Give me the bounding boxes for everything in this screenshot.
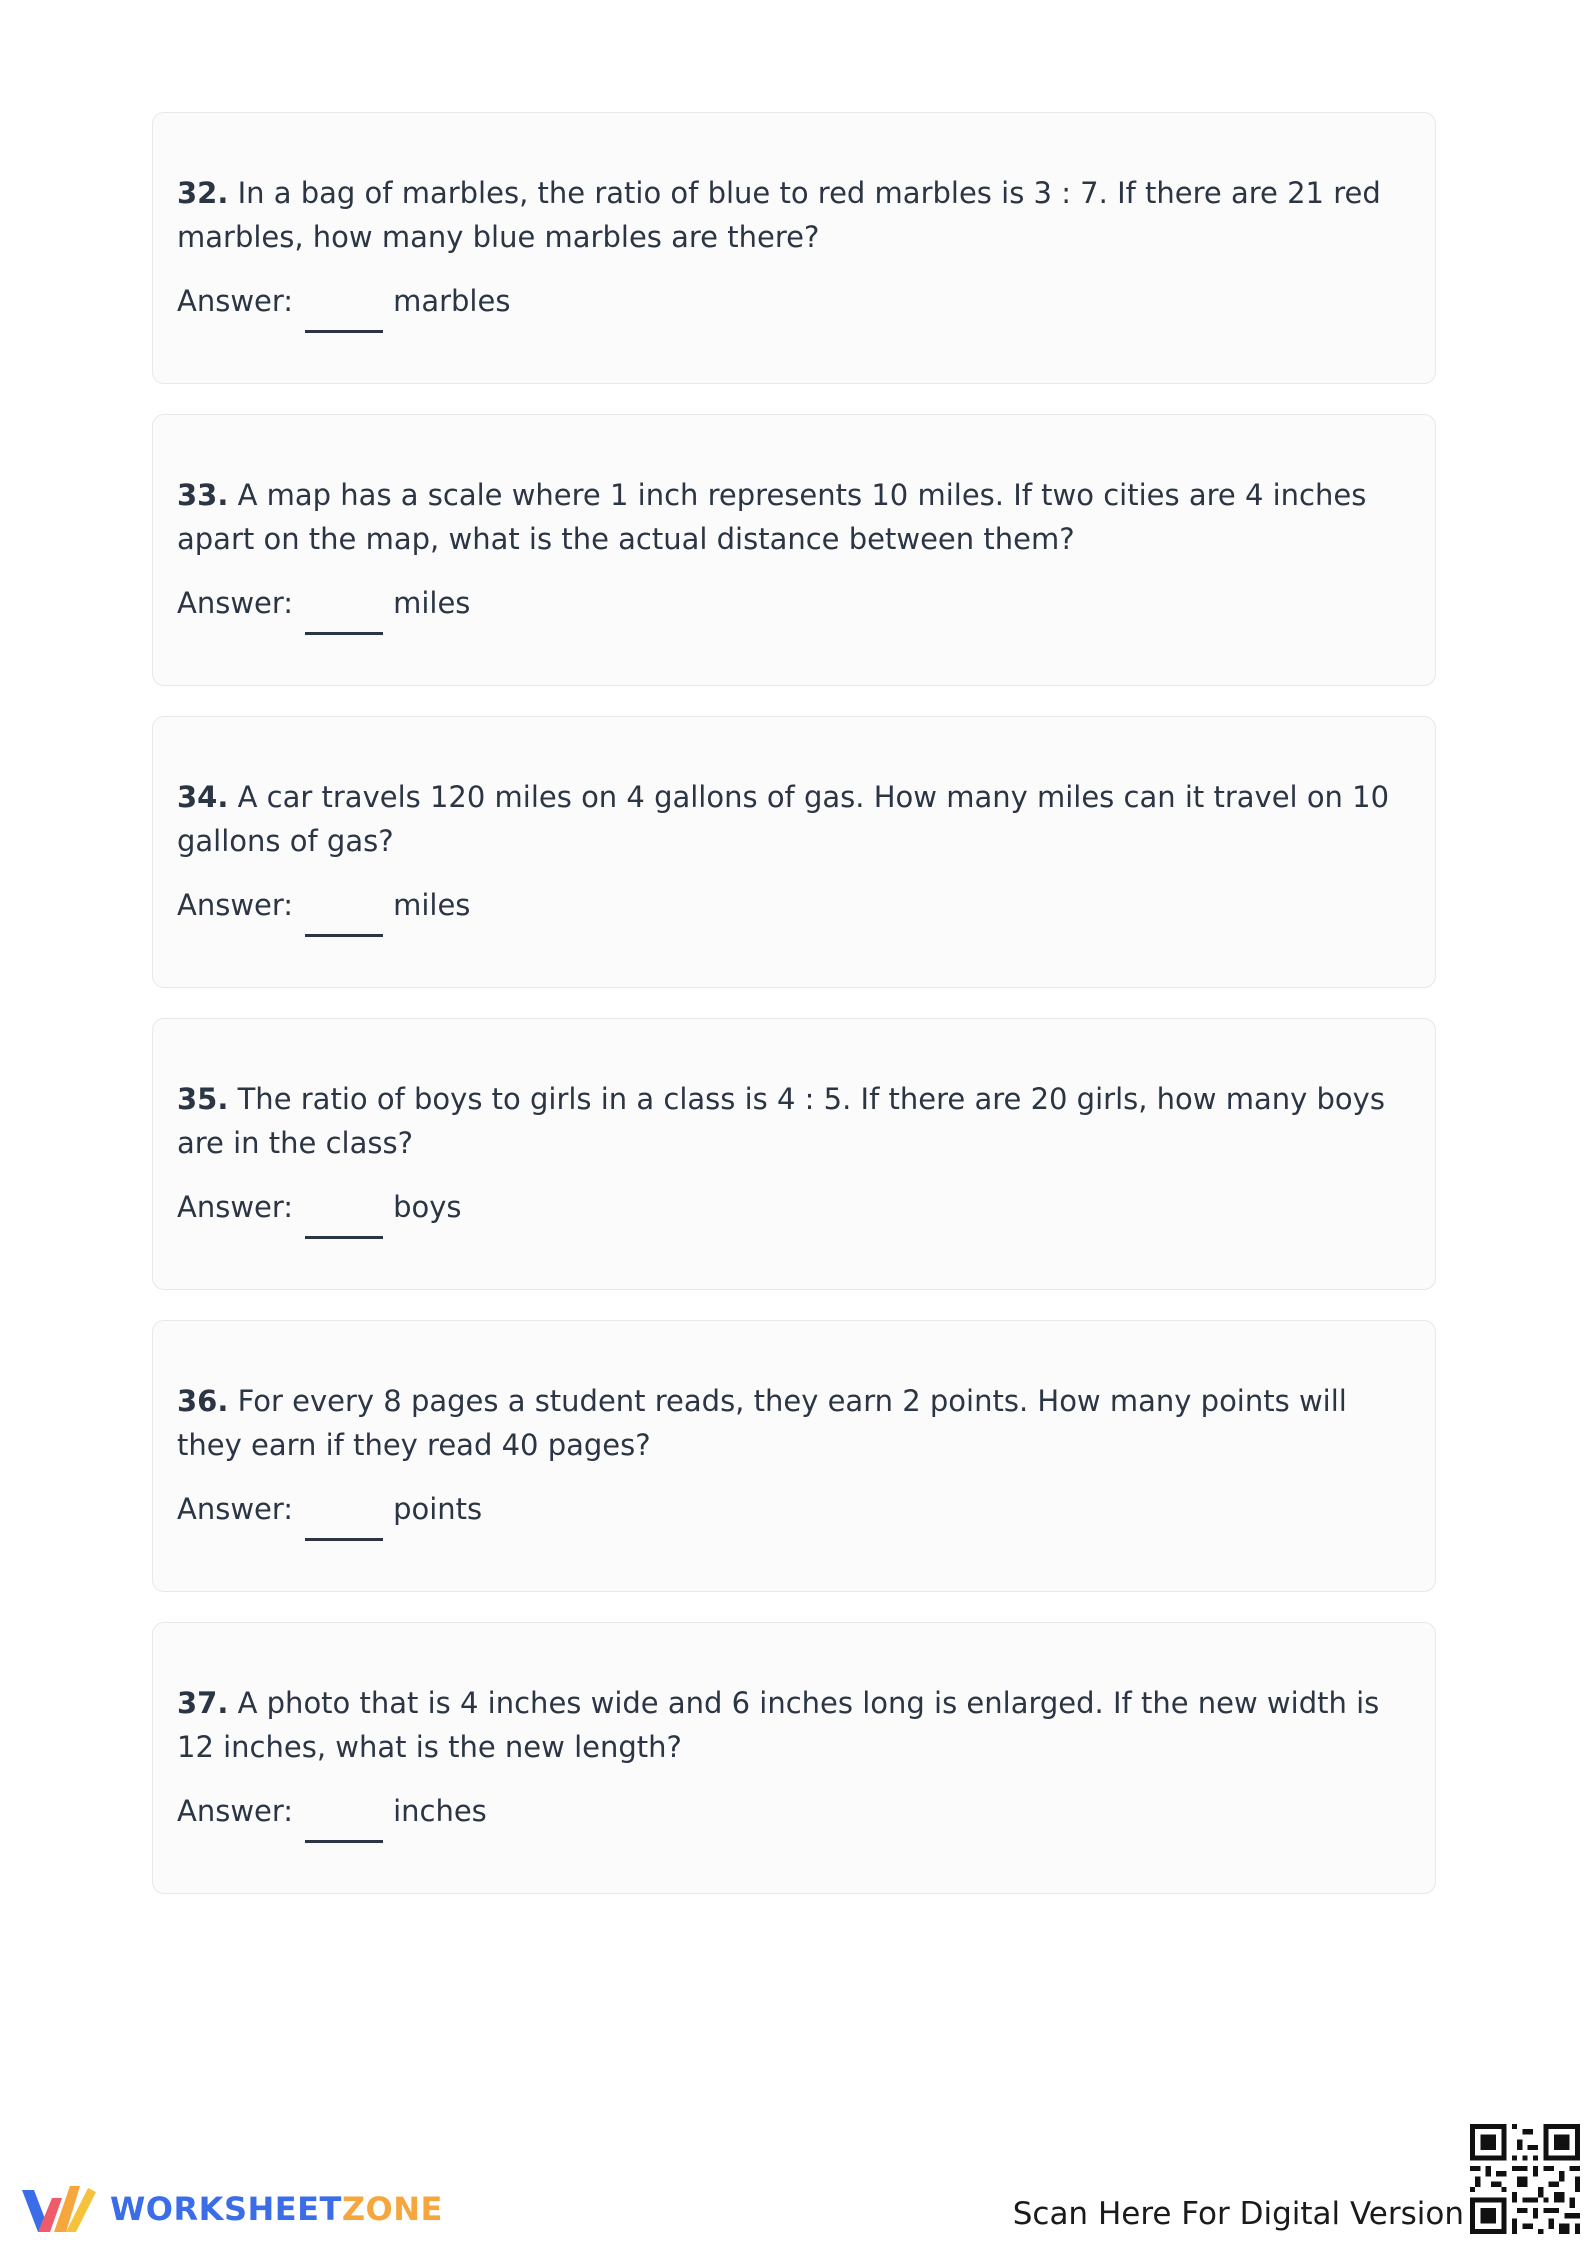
question-card: [152, 414, 1436, 686]
answer-row: [177, 1185, 1411, 1229]
answer-label: Answer:: [177, 888, 294, 922]
answer-row: [177, 581, 1411, 625]
answer-blank[interactable]: [305, 1804, 383, 1843]
question-card: [152, 112, 1436, 384]
question-number: 34.: [177, 780, 229, 814]
answer-blank[interactable]: [305, 1502, 383, 1541]
answer-label: Answer:: [177, 1492, 294, 1526]
worksheetzone-logo-icon: [18, 2180, 98, 2238]
answer-unit: inches: [393, 1794, 487, 1828]
answer-blank[interactable]: [305, 1200, 383, 1239]
question-card: [152, 1320, 1436, 1592]
question-text: [177, 1379, 1411, 1467]
answer-row: [177, 1789, 1411, 1833]
answer-unit: marbles: [393, 284, 511, 318]
question-text: [177, 171, 1411, 259]
question-text: [177, 1077, 1411, 1165]
answer-blank[interactable]: [305, 898, 383, 937]
question-card: [152, 1622, 1436, 1894]
answer-unit: miles: [393, 888, 471, 922]
answer-label: Answer:: [177, 284, 294, 318]
question-body: A photo that is 4 inches wide and 6 inches long is enlarged. If the new width is 12 inches, what is the new length?: [177, 1686, 1380, 1764]
question-body: For every 8 pages a student reads, they earn 2 points. How many points will they earn if they read 40 pages?: [177, 1384, 1347, 1462]
question-text: [177, 1681, 1411, 1769]
question-number: 33.: [177, 478, 229, 512]
question-body: A map has a scale where 1 inch represents 10 miles. If two cities are 4 inches apart on the map, what is the actual distance between them?: [177, 478, 1367, 556]
answer-label: Answer:: [177, 1794, 294, 1828]
question-number: 36.: [177, 1384, 229, 1418]
answer-unit: points: [393, 1492, 483, 1526]
question-number: 32.: [177, 176, 229, 210]
answer-blank[interactable]: [305, 596, 383, 635]
question-card: [152, 1018, 1436, 1290]
answer-label: Answer:: [177, 1190, 294, 1224]
answer-blank[interactable]: [305, 294, 383, 333]
qr-code-icon[interactable]: [1470, 2124, 1580, 2234]
answer-row: [177, 1487, 1411, 1531]
question-number: 35.: [177, 1082, 229, 1116]
answer-label: Answer:: [177, 586, 294, 620]
question-body: In a bag of marbles, the ratio of blue to red marbles is 3 : 7. If there are 21 red marbles, how many blue marbles are there?: [177, 176, 1381, 254]
question-text: [177, 775, 1411, 863]
brand-logo[interactable]: [18, 2180, 443, 2238]
brand-name: WORKSHEETZONE: [110, 2190, 443, 2228]
scan-caption: Scan Here For Digital Version: [1012, 2196, 1464, 2232]
answer-row: [177, 883, 1411, 927]
question-card: [152, 716, 1436, 988]
answer-row: [177, 279, 1411, 323]
answer-unit: miles: [393, 586, 471, 620]
question-text: [177, 473, 1411, 561]
question-number: 37.: [177, 1686, 229, 1720]
question-body: The ratio of boys to girls in a class is 4 : 5. If there are 20 girls, how many boys are in the class?: [177, 1082, 1385, 1160]
question-body: A car travels 120 miles on 4 gallons of gas. How many miles can it travel on 10 gallons of gas?: [177, 780, 1390, 858]
answer-unit: boys: [393, 1190, 462, 1224]
question-list: [152, 112, 1436, 1924]
